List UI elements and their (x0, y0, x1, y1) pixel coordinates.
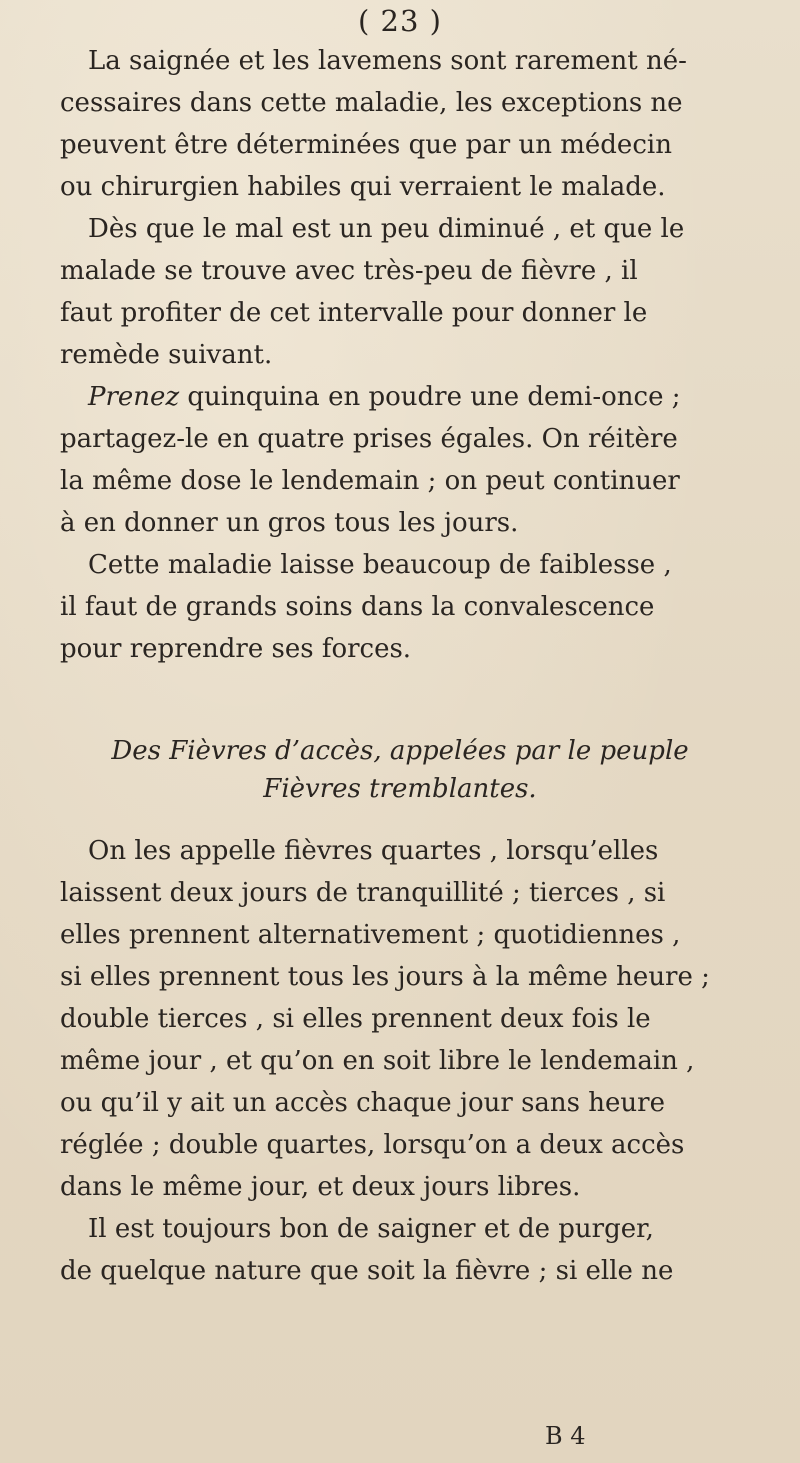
text-line: réglée ; double quartes, lorsqu’on a deux accès (60, 1130, 685, 1160)
paragraph-remedy-intro (60, 208, 772, 376)
paragraph-fever-types (60, 830, 772, 1208)
text-line: double tierces , si elles prennent deux fois le (60, 1004, 651, 1034)
text-line: à en donner un gros tous les jours. (60, 508, 519, 538)
text-line: cessaires dans cette maladie, les exceptions ne (60, 88, 683, 118)
text-line: peuvent être déterminées que par un médecin (60, 130, 672, 160)
paragraph-bloodletting (60, 40, 772, 208)
text-line: remède suivant. (60, 340, 273, 370)
text-line (60, 376, 772, 418)
text-line: ou chirurgien habiles qui verraient le malade. (60, 172, 666, 202)
text-fragment: quinquina en poudre une demi-once ; (179, 382, 681, 412)
text-line: Cette maladie laisse beaucoup de faiblesse , (88, 550, 672, 580)
text-line: partagez-le en quatre prises égales. On réitère (60, 424, 678, 454)
text-line: Il est toujours bon de saigner et de purger, (88, 1214, 654, 1244)
section-title-line: Des Fièvres d’accès, appelées par le peuple (111, 736, 689, 766)
page-number-header: ( 23 ) (358, 4, 442, 38)
italic-word: Prenez (88, 382, 180, 412)
section-title-line: Fièvres tremblantes. (263, 774, 537, 804)
text-line: La saignée et les lavemens sont rarement né- (88, 46, 687, 76)
text-line: On les appelle fièvres quartes , lorsqu’elles (88, 836, 659, 866)
text-line: malade se trouve avec très-peu de fièvre , il (60, 256, 638, 286)
text-line: Dès que le mal est un peu diminué , et que le (88, 214, 685, 244)
text-line: ou qu’il y ait un accès chaque jour sans heure (60, 1088, 665, 1118)
section-title (0, 732, 800, 808)
paragraph-quinquina (60, 376, 772, 544)
paragraph-bleed-purge (60, 1208, 772, 1292)
text-line: il faut de grands soins dans la convalescence (60, 592, 655, 622)
text-line: de quelque nature que soit la fièvre ; si elle ne (60, 1256, 674, 1286)
text-line: laissent deux jours de tranquillité ; tierces , si (60, 878, 666, 908)
text-line: si elles prennent tous les jours à la même heure ; (60, 962, 710, 992)
text-line: même jour , et qu’on en soit libre le lendemain , (60, 1046, 695, 1076)
signature-mark: B 4 (545, 1422, 586, 1450)
text-line: la même dose le lendemain ; on peut continuer (60, 466, 680, 496)
text-line: dans le même jour, et deux jours libres. (60, 1172, 581, 1202)
paragraph-convalescence (60, 544, 772, 670)
text-line: faut profiter de cet intervalle pour donner le (60, 298, 648, 328)
text-line: elles prennent alternativement ; quotidiennes , (60, 920, 681, 950)
text-line: pour reprendre ses forces. (60, 634, 412, 664)
